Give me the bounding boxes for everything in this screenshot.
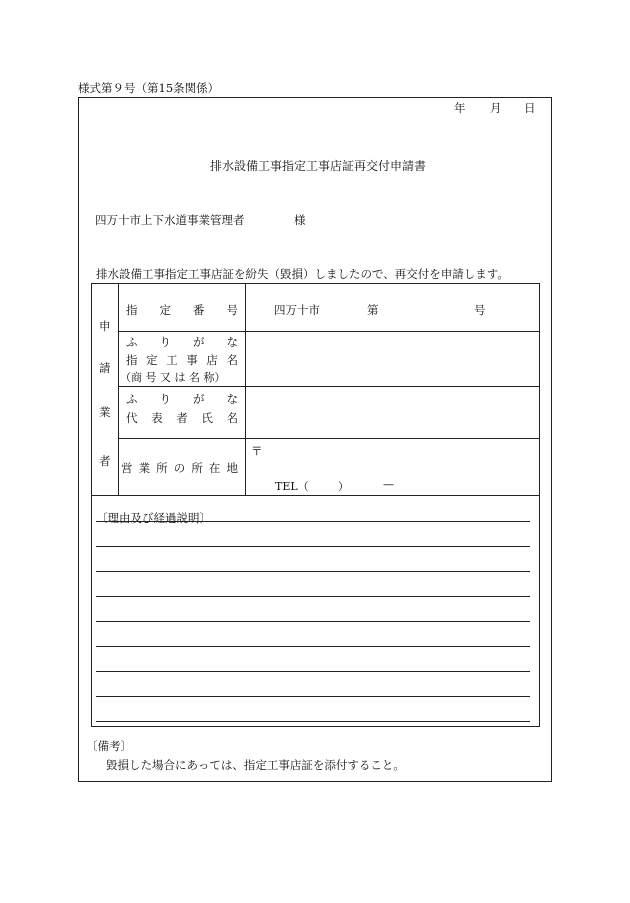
application-statement: 排水設備工事指定工事店証を紛失（毀損）しましたので、再交付を申請します。 [96,267,509,281]
side-label: 請 [99,361,111,375]
designation-city: 四万十市 [274,303,320,317]
rep-name-label: 代 表 者 氏 名 [126,411,238,425]
divider [91,495,540,496]
tel-close: ） [338,480,349,493]
side-label: 業 [99,405,111,419]
designation-dai: 第 [367,303,379,317]
reason-line [96,546,530,547]
reason-line [96,521,530,522]
date-month: 月 [490,101,502,115]
form-number: 様式第９号（第15条関係） [78,81,220,95]
divider [118,438,540,439]
rep-furigana: ふ り が な [126,392,238,406]
remarks-label: 〔備考〕 [86,739,132,753]
postal-mark: 〒 [251,444,263,458]
shop-name-sublabel: （商 号 又 は 名 称） [120,371,226,384]
reason-label: 〔理由及び経過説明〕 [96,511,211,525]
tel-dash: — [383,478,394,491]
office-location-label: 営 業 所 の 所 在 地 [121,461,238,475]
addressee-name: 四万十市上下水道事業管理者 [95,213,245,227]
divider [118,386,540,387]
divider [118,331,540,332]
reason-line [96,671,530,672]
form-title: 排水設備工事指定工事店証再交付申請書 [210,159,427,173]
divider [245,283,246,495]
addressee-suffix: 様 [294,213,306,227]
side-label: 申 [99,319,111,333]
reason-line [96,621,530,622]
designation-go: 号 [474,303,486,317]
shop-furigana: ふ り が な [126,335,238,349]
reason-line [96,646,530,647]
side-label: 者 [99,454,111,468]
tel-label: TEL（ [275,480,309,493]
divider [118,283,119,495]
reason-line [96,696,530,697]
date-day: 日 [524,101,536,115]
reason-line [96,721,530,722]
designation-label: 指 定 番 号 [126,303,238,317]
reason-line [96,571,530,572]
date-year: 年 [454,101,466,115]
shop-name-label: 指 定 工 事 店 名 [126,353,238,367]
reason-line [96,596,530,597]
remarks-text: 毀損した場合にあっては、指定工事店証を添付すること。 [106,758,405,772]
